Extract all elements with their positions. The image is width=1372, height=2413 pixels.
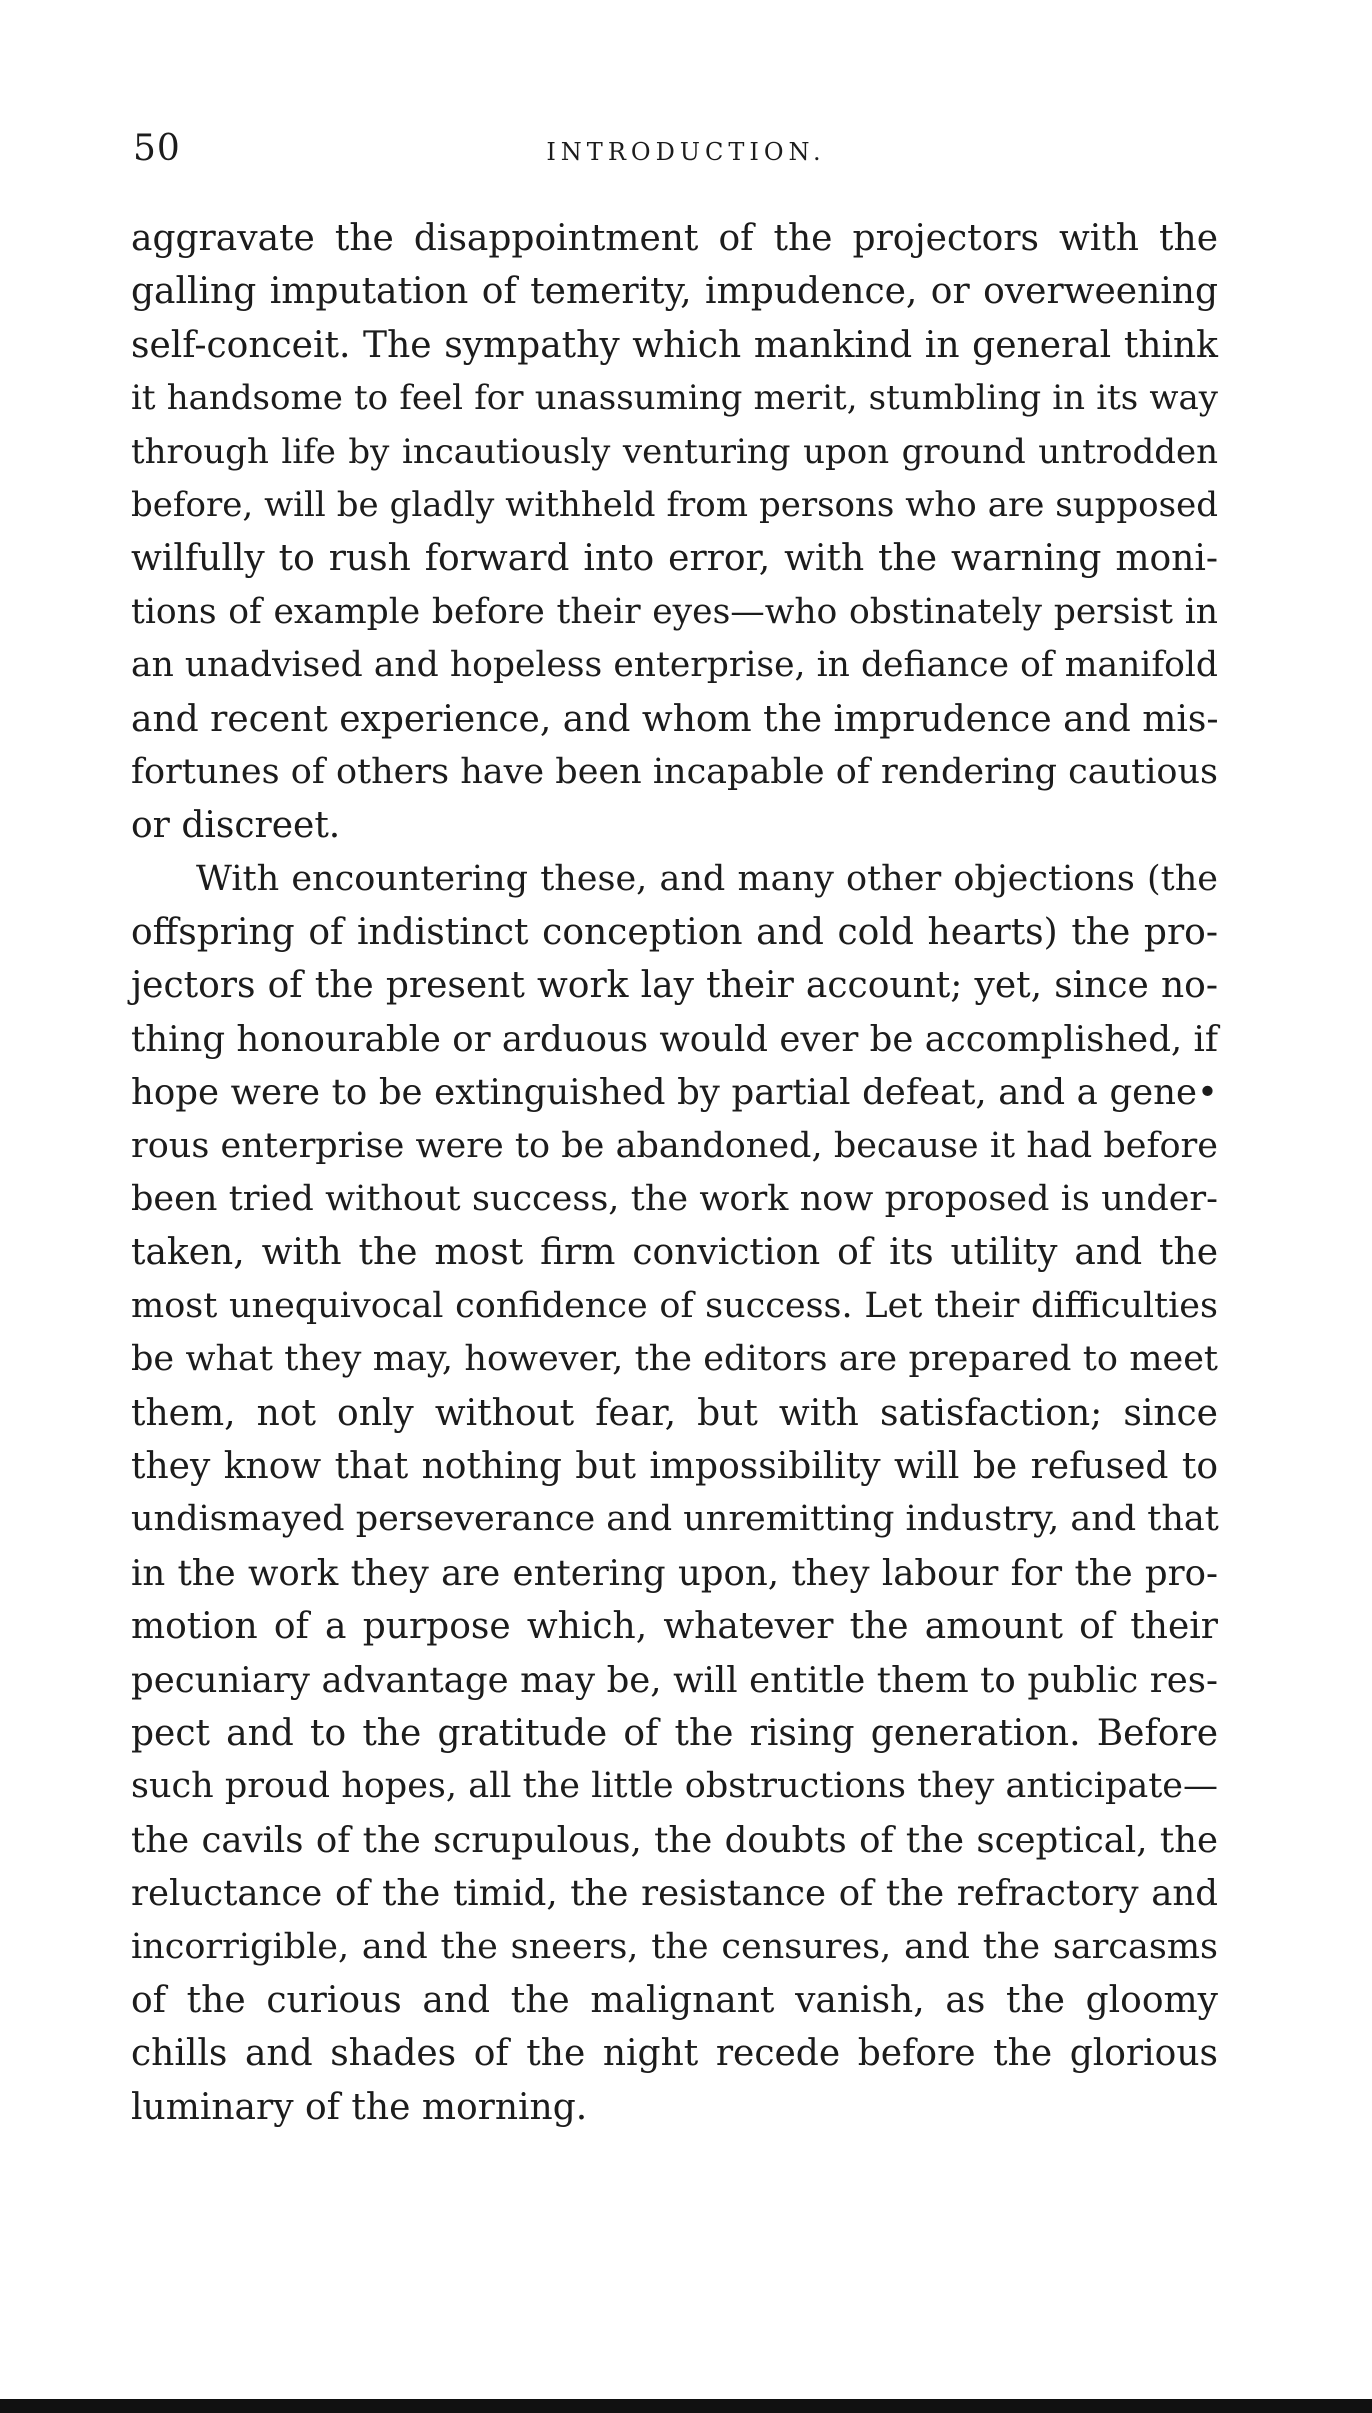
text-line: through life by incautiously venturing upon ground untrodden xyxy=(131,431,1218,472)
page-number: 50 xyxy=(133,128,181,169)
page-bottom-edge xyxy=(0,2399,1372,2413)
text-line: be what they may, however, the editors are prepared to meet xyxy=(131,1339,1218,1380)
text-line: pect and to the gratitude of the rising generation. Before xyxy=(131,1712,1218,1754)
text-line: rous enterprise were to be abandoned, because it had before xyxy=(131,1125,1218,1166)
text-line: self-conceit. The sympathy which mankind in general think xyxy=(131,324,1218,366)
text-line: offspring of indistinct conception and cold hearts) the pro- xyxy=(131,912,1218,954)
text-line: reluctance of the timid, the resistance of the refractory and xyxy=(131,1873,1218,1915)
text-line: wilfully to rush forward into error, with the warning moni- xyxy=(131,538,1218,580)
text-line: tions of example before their eyes—who obstinately persist in xyxy=(131,591,1218,632)
text-line: incorrigible, and the sneers, the censures, and the sarcasms xyxy=(131,1926,1218,1967)
text-line: galling imputation of temerity, impudence, or overweening xyxy=(131,271,1218,313)
text-line: before, will be gladly withheld from persons who are supposed xyxy=(131,484,1218,525)
text-line: hope were to be extinguished by partial defeat, and a gene• xyxy=(131,1072,1218,1114)
text-line: of the curious and the malignant vanish, as the gloomy xyxy=(131,1979,1218,2021)
text-line: most unequivocal confidence of success. Let their difficulties xyxy=(131,1285,1218,1326)
text-line: they know that nothing but impossibility will be refused to xyxy=(131,1445,1218,1487)
text-line: such proud hopes, all the little obstructions they anticipate— xyxy=(131,1766,1218,1807)
text-line: them, not only without fear, but with satisfaction; since xyxy=(131,1392,1218,1434)
text-line: fortunes of others have been incapable of rendering cautious xyxy=(131,751,1218,792)
body-text xyxy=(131,212,1218,2134)
text-line: With encountering these, and many other objections (the xyxy=(196,858,1218,899)
text-line: chills and shades of the night recede before the glorious xyxy=(131,2033,1218,2075)
text-line: taken, with the most firm conviction of its utility and the xyxy=(131,1232,1218,1274)
text-line: thing honourable or arduous would ever be accomplished, if xyxy=(131,1018,1218,1060)
text-line: jectors of the present work lay their account; yet, since no- xyxy=(131,965,1218,1007)
text-line: motion of a purpose which, whatever the amount of their xyxy=(131,1606,1218,1648)
text-line: the cavils of the scrupulous, the doubts of the sceptical, the xyxy=(131,1819,1218,1861)
text-line: an unadvised and hopeless enterprise, in defiance of manifold xyxy=(131,645,1218,686)
paragraph-2 xyxy=(131,853,1218,2134)
text-line: or discreet. xyxy=(131,805,341,847)
text-line: pecuniary advantage may be, will entitle them to public res- xyxy=(131,1659,1218,1701)
running-title: INTRODUCTION. xyxy=(546,138,826,166)
text-line: aggravate the disappointment of the projectors with the xyxy=(131,218,1218,259)
text-line: in the work they are entering upon, they labour for the pro- xyxy=(131,1552,1218,1594)
paragraph-1 xyxy=(131,212,1218,853)
text-line: and recent experience, and whom the imprudence and mis- xyxy=(131,698,1219,740)
text-line: been tried without success, the work now proposed is under- xyxy=(131,1179,1218,1220)
text-line: it handsome to feel for unassuming merit, stumbling in its way xyxy=(131,378,1218,419)
text-line: undismayed perseverance and unremitting industry, and that xyxy=(131,1499,1219,1540)
text-line: luminary of the morning. xyxy=(131,2086,588,2128)
